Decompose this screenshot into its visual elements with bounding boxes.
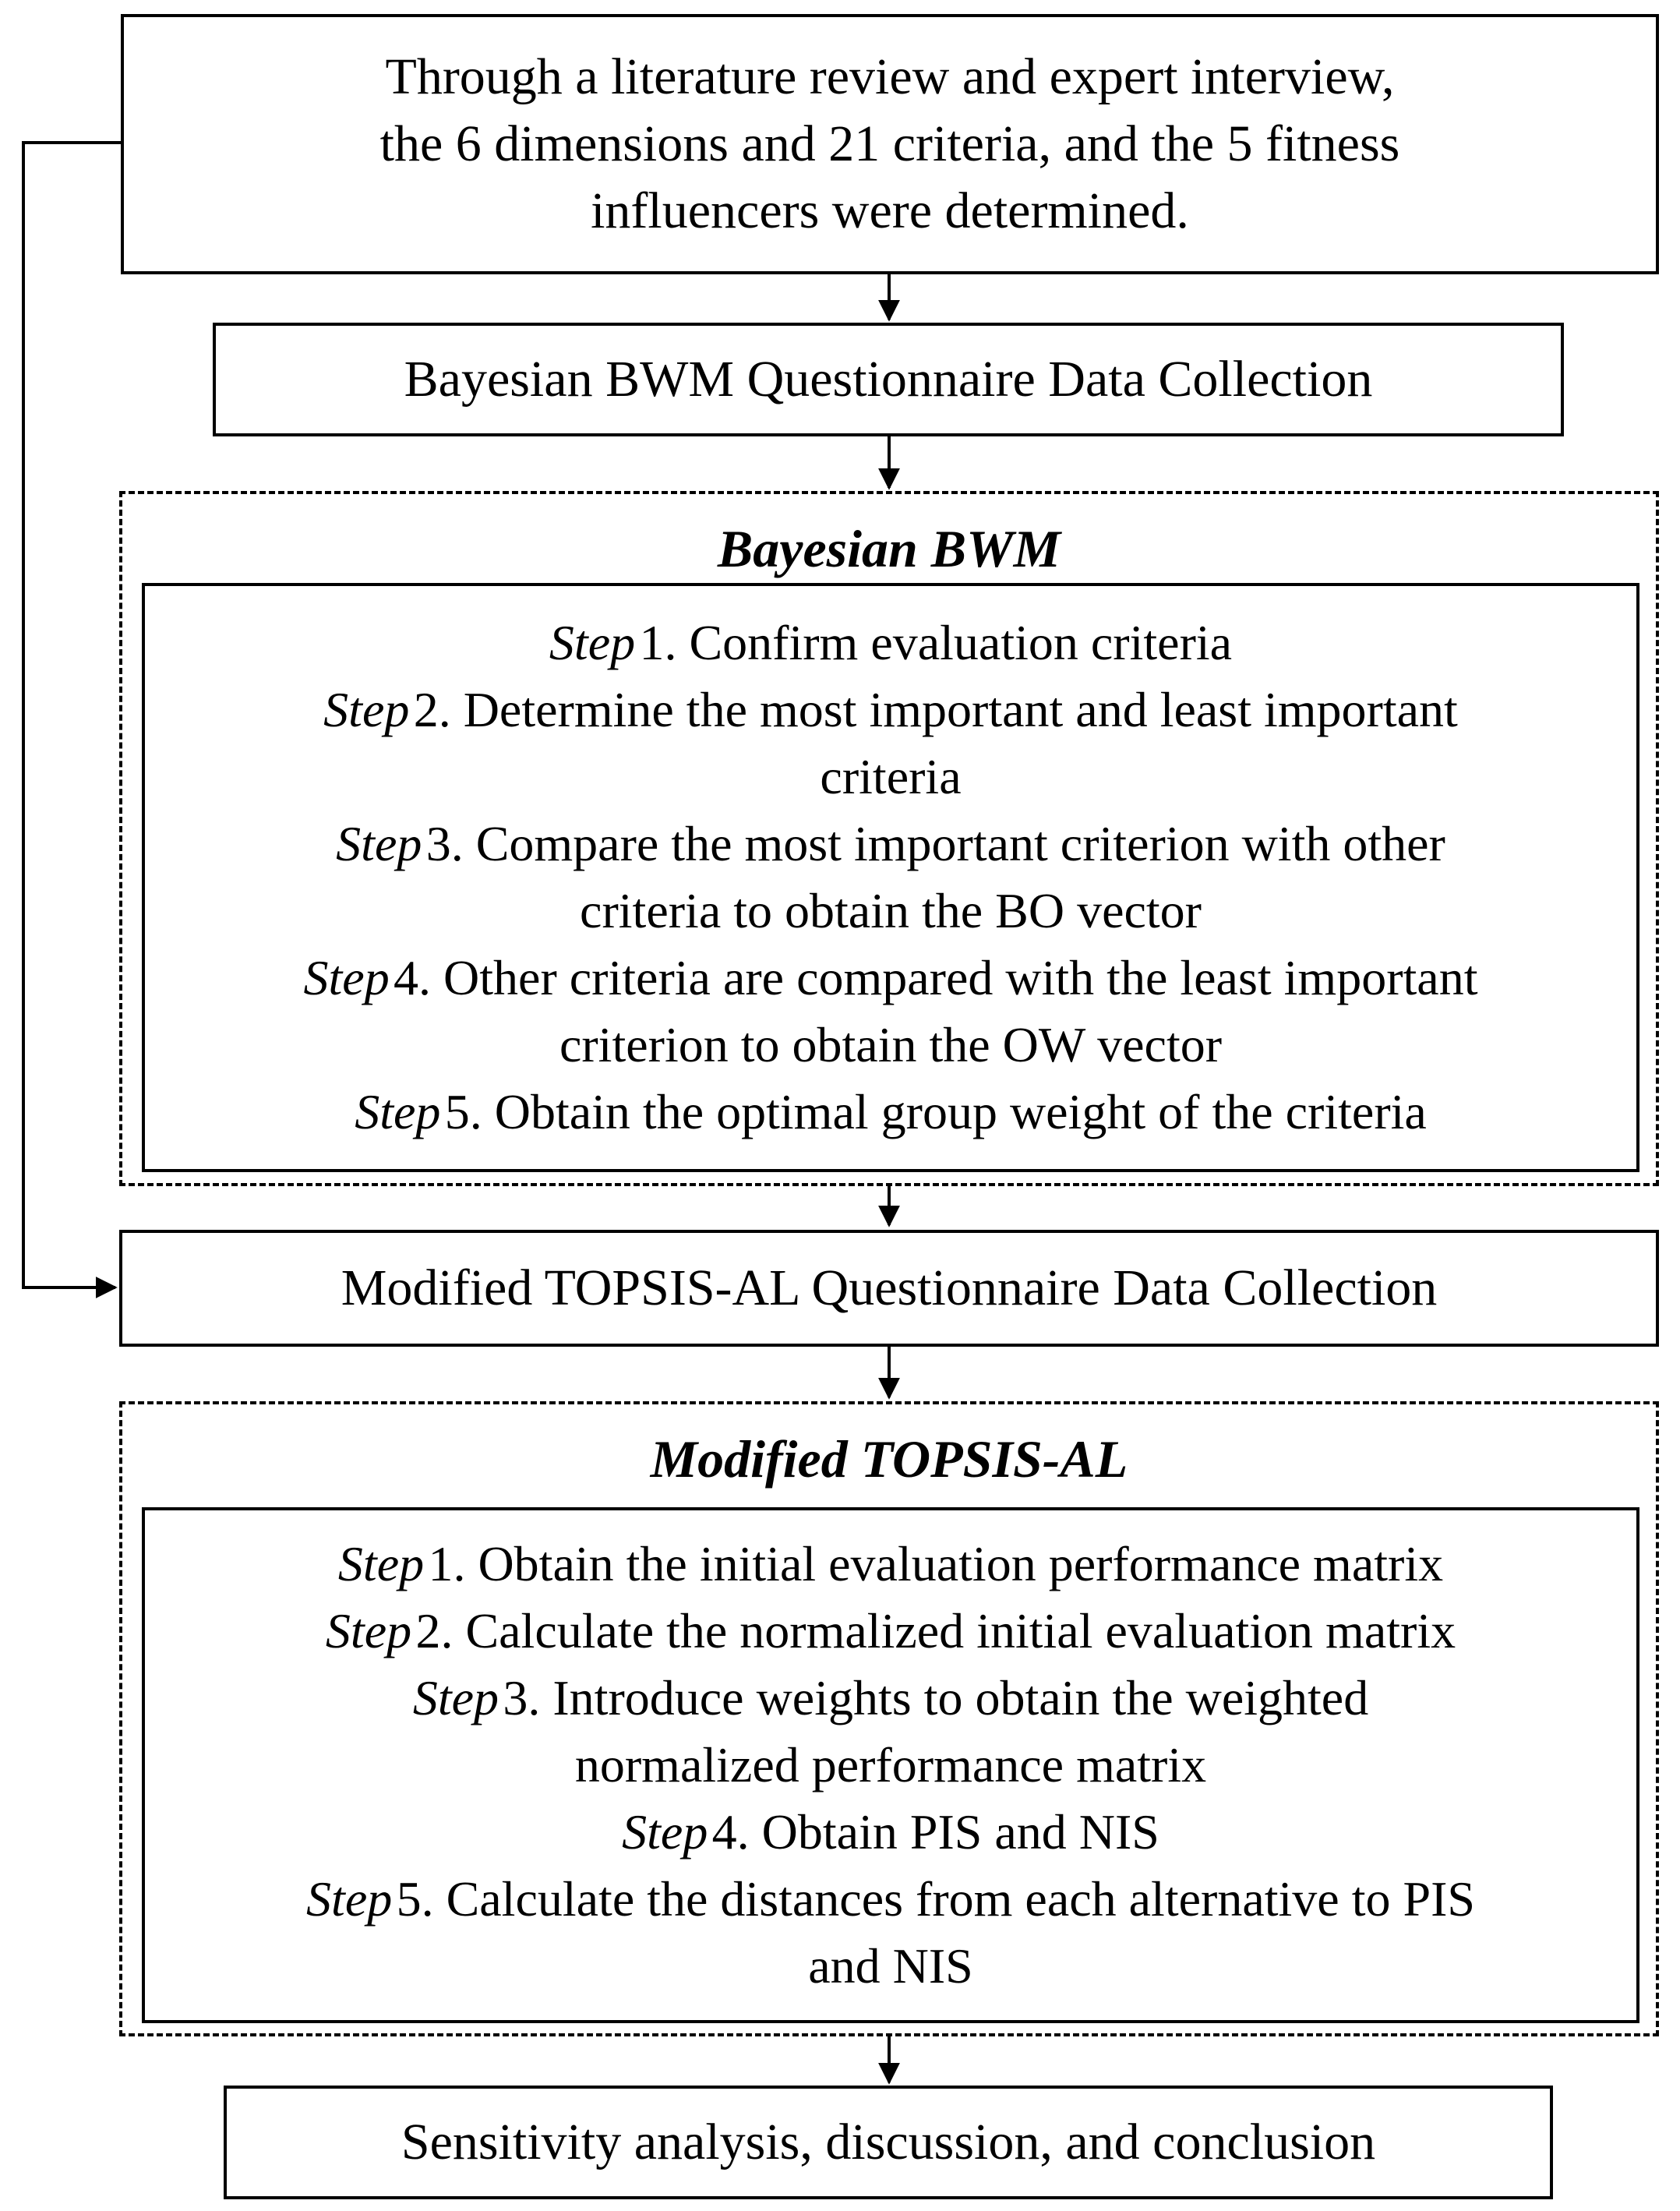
intro-line-1: Through a literature review and expert interview, xyxy=(385,48,1395,105)
topsis-steps-box xyxy=(142,1507,1639,2023)
topsis-collection-box xyxy=(119,1230,1659,1347)
topsis-step-5-cont: and NIS xyxy=(808,1938,973,1994)
topsis-step-1: Step 1. Obtain the initial evaluation performance matrix xyxy=(337,1536,1444,1591)
intro-line-2: the 6 dimensions and 21 criteria, and the 5 fitness xyxy=(379,115,1400,172)
bwm-collection-box xyxy=(213,323,1564,436)
bwm-title: Bayesian BWM xyxy=(717,519,1061,578)
bwm-step-3-cont: criteria to obtain the BO vector xyxy=(580,883,1202,938)
bwm-step-2: Step 2. Determine the most important and least important xyxy=(323,682,1458,737)
bwm-steps-box xyxy=(142,583,1639,1172)
topsis-title: Modified TOPSIS-AL xyxy=(650,1429,1128,1489)
bwm-step-4: Step 4. Other criteria are compared with the least important xyxy=(303,950,1478,1005)
bwm-collection-label: Bayesian BWM Questionnaire Data Collection xyxy=(404,351,1373,408)
bwm-step-5: Step 5. Obtain the optimal group weight of the criteria xyxy=(355,1084,1427,1139)
topsis-step-3-cont: normalized performance matrix xyxy=(574,1737,1207,1792)
topsis-step-5: Step 5. Calculate the distances from each alternative to PIS xyxy=(306,1871,1475,1927)
bwm-step-2-cont: criteria xyxy=(820,749,962,804)
bwm-step-3: Step 3. Compare the most important criterion with other xyxy=(336,816,1445,871)
topsis-step-4: Step 4. Obtain PIS and NIS xyxy=(622,1804,1159,1860)
intro-line-3: influencers were determined. xyxy=(591,182,1189,239)
bypass-connector xyxy=(23,143,121,1287)
intro-box xyxy=(121,14,1659,274)
topsis-step-2: Step 2. Calculate the normalized initial evaluation matrix xyxy=(325,1603,1456,1658)
conclusion-box xyxy=(224,2086,1553,2199)
conclusion-label: Sensitivity analysis, discussion, and conclusion xyxy=(401,2114,1376,2170)
topsis-step-3: Step 3. Introduce weights to obtain the weighted xyxy=(412,1670,1369,1725)
bwm-step-1: Step 1. Confirm evaluation criteria xyxy=(549,615,1233,670)
topsis-collection-label: Modified TOPSIS-AL Questionnaire Data Collection xyxy=(341,1259,1438,1316)
bwm-step-4-cont: criterion to obtain the OW vector xyxy=(559,1017,1223,1072)
